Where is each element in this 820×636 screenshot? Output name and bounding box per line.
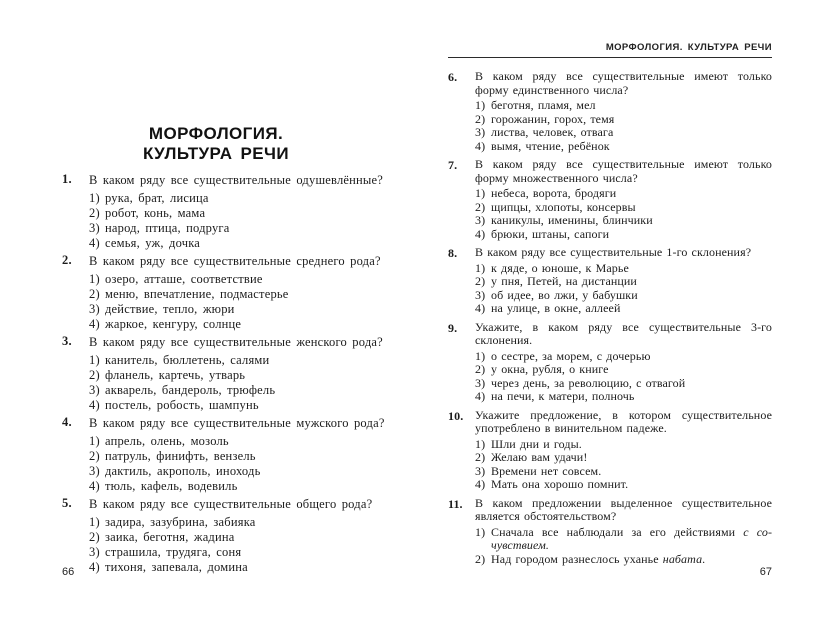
option-text-italic: с сочувствием. (491, 524, 772, 552)
question-body (89, 334, 418, 413)
option-marker: 2) (475, 551, 486, 566)
option-text: рука, брат, лисица (105, 191, 209, 205)
option-text: задира, зазубрина, забияка (105, 515, 256, 529)
option-text: апрель, олень, мозоль (105, 434, 229, 448)
option-marker: 1) (89, 272, 100, 286)
question (62, 172, 418, 251)
option-text: брюки, штаны, сапоги (491, 226, 610, 241)
answer-option (475, 201, 772, 215)
question (62, 253, 418, 332)
option-text: робот, конь, мама (105, 206, 206, 220)
chapter-title (62, 124, 370, 164)
question (448, 70, 772, 153)
answer-option (475, 390, 772, 404)
option-marker: 2) (89, 368, 100, 382)
option-text: к дяде, о юноше, к Марье (491, 260, 629, 275)
answer-option (475, 465, 772, 479)
answer-option (475, 553, 772, 567)
option-marker: 2) (89, 530, 100, 544)
option-text-italic: набата (662, 551, 703, 566)
option-marker: 3) (475, 287, 486, 302)
option-marker: 4) (89, 479, 100, 493)
question-number: 11. (448, 496, 463, 511)
option-text: на улице, в окне, аллеей (491, 301, 621, 315)
answer-option (89, 236, 418, 251)
option-text: каникулы, именины, блинчики (491, 213, 653, 227)
answer-option (89, 545, 418, 560)
option-text: вымя, чтение, ребёнок (491, 138, 610, 153)
answer-option (475, 140, 772, 154)
question-number: 4. (62, 415, 72, 429)
option-text: канитель, бюллетень, салями (105, 353, 270, 367)
answer-option (475, 126, 772, 140)
question-number: 7. (448, 158, 458, 172)
option-marker: 1) (475, 260, 486, 275)
option-text (491, 526, 772, 553)
question-body (475, 409, 772, 492)
option-marker: 4) (89, 236, 100, 250)
option-text: об идее, во лжи, у бабушки (491, 287, 638, 302)
option-marker: 1) (475, 436, 486, 451)
question-body (475, 158, 772, 241)
question (448, 409, 772, 492)
option-marker: 3) (89, 221, 100, 235)
option-text: дактиль, акрополь, иноходь (105, 464, 261, 478)
question (62, 334, 418, 413)
option-text: листва, человек, отвага (491, 125, 614, 139)
option-marker: 4) (475, 477, 486, 491)
option-text: Времени нет совсем. (491, 463, 602, 478)
option-text: через день, за революцию, с отвагой (491, 375, 686, 390)
answer-option (89, 221, 418, 236)
option-marker: 3) (475, 125, 486, 139)
option-marker: 2) (89, 287, 100, 301)
option-text: жаркое, кенгуру, солнце (105, 317, 242, 331)
option-text-segment: Сначала все наблюдали за его действиями (491, 524, 744, 539)
option-text: горожанин, горох, темя (491, 111, 615, 126)
option-marker: 3) (475, 375, 486, 390)
question-body (89, 415, 418, 494)
answer-option (475, 377, 772, 391)
option-marker: 1) (475, 348, 486, 363)
answer-option (475, 99, 772, 113)
answer-option (475, 113, 772, 127)
answer-option (475, 214, 772, 228)
option-text: о сестре, за морем, с дочерью (491, 348, 651, 363)
option-text-segment: Над городом разнеслось уханье (491, 551, 663, 566)
question-stem: Укажите, в каком ряду все существительные 3-го склонения. (475, 319, 772, 347)
option-marker: 4) (475, 389, 486, 403)
option-marker: 3) (89, 464, 100, 478)
chapter-title-line-2: КУЛЬТУРА РЕЧИ (142, 144, 289, 163)
answer-option (89, 530, 418, 545)
question-number: 3. (62, 334, 72, 348)
option-marker: 4) (89, 317, 100, 331)
question-number: 8. (448, 246, 458, 260)
option-marker: 1) (475, 98, 486, 112)
option-marker: 2) (475, 199, 486, 214)
answer-option (475, 187, 772, 201)
question (448, 497, 772, 567)
page-number-left: 66 (62, 566, 75, 578)
question-number: 5. (62, 496, 72, 510)
page-right (448, 42, 772, 571)
answer-option (89, 560, 418, 575)
answer-option (89, 353, 418, 368)
question-body (89, 496, 418, 575)
option-text: действие, тепло, жюри (105, 302, 235, 316)
answer-option (475, 350, 772, 364)
questions-list-left (62, 172, 418, 575)
question-body (89, 172, 418, 251)
option-marker: 1) (475, 186, 486, 200)
question-number: 10. (448, 408, 464, 423)
running-header: МОРФОЛОГИЯ. КУЛЬТУРА РЕЧИ (605, 42, 772, 53)
option-text: щипцы, хлопоты, консервы (491, 199, 636, 214)
answer-option (89, 383, 418, 398)
questions-list-right (448, 70, 772, 566)
question-stem: В каком ряду все существительные имеют только форму множественного числа? (475, 157, 772, 185)
option-marker: 2) (475, 111, 486, 126)
option-text: акварель, бандероль, трюфель (105, 383, 276, 397)
answer-option (89, 515, 418, 530)
answer-option (89, 464, 418, 479)
answer-option (89, 302, 418, 317)
option-marker: 3) (89, 383, 100, 397)
option-text: тюль, кафель, водевиль (105, 479, 238, 493)
question-stem: В каком ряду все существительные общего рода? (89, 497, 373, 511)
question-stem: В каком ряду все существительные 1-го склонения? (475, 245, 752, 259)
option-marker: 4) (89, 398, 100, 412)
option-marker: 3) (89, 545, 100, 559)
option-text: небеса, ворота, бродяги (491, 186, 617, 200)
option-text: озеро, атташе, соответствие (105, 272, 263, 286)
question-stem: В каком ряду все существительные мужского рода? (89, 416, 385, 430)
answer-option (89, 434, 418, 449)
option-marker: 2) (89, 206, 100, 220)
option-marker: 1) (89, 515, 100, 529)
header-rule (448, 57, 772, 58)
page-left (62, 124, 418, 577)
option-text: беготня, пламя, мел (491, 98, 596, 112)
option-text: Шли дни и годы. (491, 436, 582, 451)
answer-option (89, 317, 418, 332)
option-text: у окна, рубля, о книге (491, 362, 609, 376)
question (62, 415, 418, 494)
option-text (491, 553, 772, 567)
chapter-title-line-1: МОРФОЛОГИЯ. (148, 124, 284, 143)
option-marker: 3) (89, 302, 100, 316)
answer-option (475, 438, 772, 452)
option-text: у пня, Петей, на дистанции (491, 274, 637, 288)
question-body (89, 253, 418, 332)
answer-option (89, 479, 418, 494)
question (448, 158, 772, 241)
option-marker: 1) (89, 434, 100, 448)
answer-option (475, 275, 772, 289)
page-number-right: 67 (759, 566, 772, 578)
option-marker: 4) (475, 226, 486, 241)
question-stem: Укажите предложение, в котором существительное употреблено в винительном падеже. (475, 407, 772, 435)
question-body (475, 246, 772, 316)
option-text: Мать она хорошо помнит. (491, 477, 629, 491)
question-stem: В каком ряду все существительные имеют только форму единственного числа? (475, 69, 772, 97)
question-number: 2. (62, 253, 72, 267)
option-text: патруль, финифть, вензель (105, 449, 256, 463)
question-stem: В каком ряду все существительные среднего рода? (89, 254, 381, 268)
option-text: меню, впечатление, подмастерье (105, 287, 289, 301)
option-marker: 2) (475, 362, 486, 376)
option-text: на печи, к матери, полночь (491, 389, 635, 403)
question (448, 321, 772, 404)
option-marker: 1) (89, 353, 100, 367)
option-marker: 1) (89, 191, 100, 205)
option-text: заика, беготня, жадина (105, 530, 235, 544)
option-marker: 2) (475, 450, 486, 464)
option-text: Желаю вам удачи! (491, 450, 588, 464)
option-text: постель, робость, шампунь (105, 398, 259, 412)
question-stem: В каком предложении выделенное существительное является обстоятельством? (475, 495, 772, 523)
option-marker: 2) (89, 449, 100, 463)
question-number: 9. (448, 320, 458, 335)
answer-option (475, 478, 772, 492)
answer-option (89, 272, 418, 287)
answer-option (89, 191, 418, 206)
question (448, 246, 772, 316)
question (62, 496, 418, 575)
answer-option (89, 398, 418, 413)
answer-option (89, 368, 418, 383)
option-marker: 3) (475, 213, 486, 227)
answer-option (89, 449, 418, 464)
answer-option (475, 228, 772, 242)
option-text: народ, птица, подруга (105, 221, 230, 235)
answer-option (475, 526, 772, 553)
answer-option (89, 287, 418, 302)
option-text: фланель, картечь, утварь (105, 368, 246, 382)
option-text: семья, уж, дочка (105, 236, 201, 250)
answer-option (475, 262, 772, 276)
option-text-segment: . (702, 551, 706, 566)
answer-option (475, 289, 772, 303)
question-body (475, 321, 772, 404)
question-stem: В каком ряду все существительные одушевлённые? (89, 173, 384, 187)
option-marker: 4) (475, 138, 486, 153)
option-marker: 3) (475, 463, 486, 478)
question-stem: В каком ряду все существительные женского рода? (89, 335, 383, 349)
option-text: страшила, трудяга, соня (105, 545, 242, 559)
option-marker: 1) (475, 524, 486, 539)
answer-option (475, 302, 772, 316)
answer-option (89, 206, 418, 221)
answer-option (475, 451, 772, 465)
option-marker: 4) (89, 560, 100, 574)
question-body (475, 497, 772, 567)
question-number: 6. (448, 70, 458, 84)
option-text: тихоня, запевала, домина (105, 560, 248, 574)
option-marker: 2) (475, 274, 486, 288)
option-marker: 4) (475, 301, 486, 315)
question-number: 1. (62, 172, 72, 186)
answer-option (475, 363, 772, 377)
question-body (475, 70, 772, 153)
